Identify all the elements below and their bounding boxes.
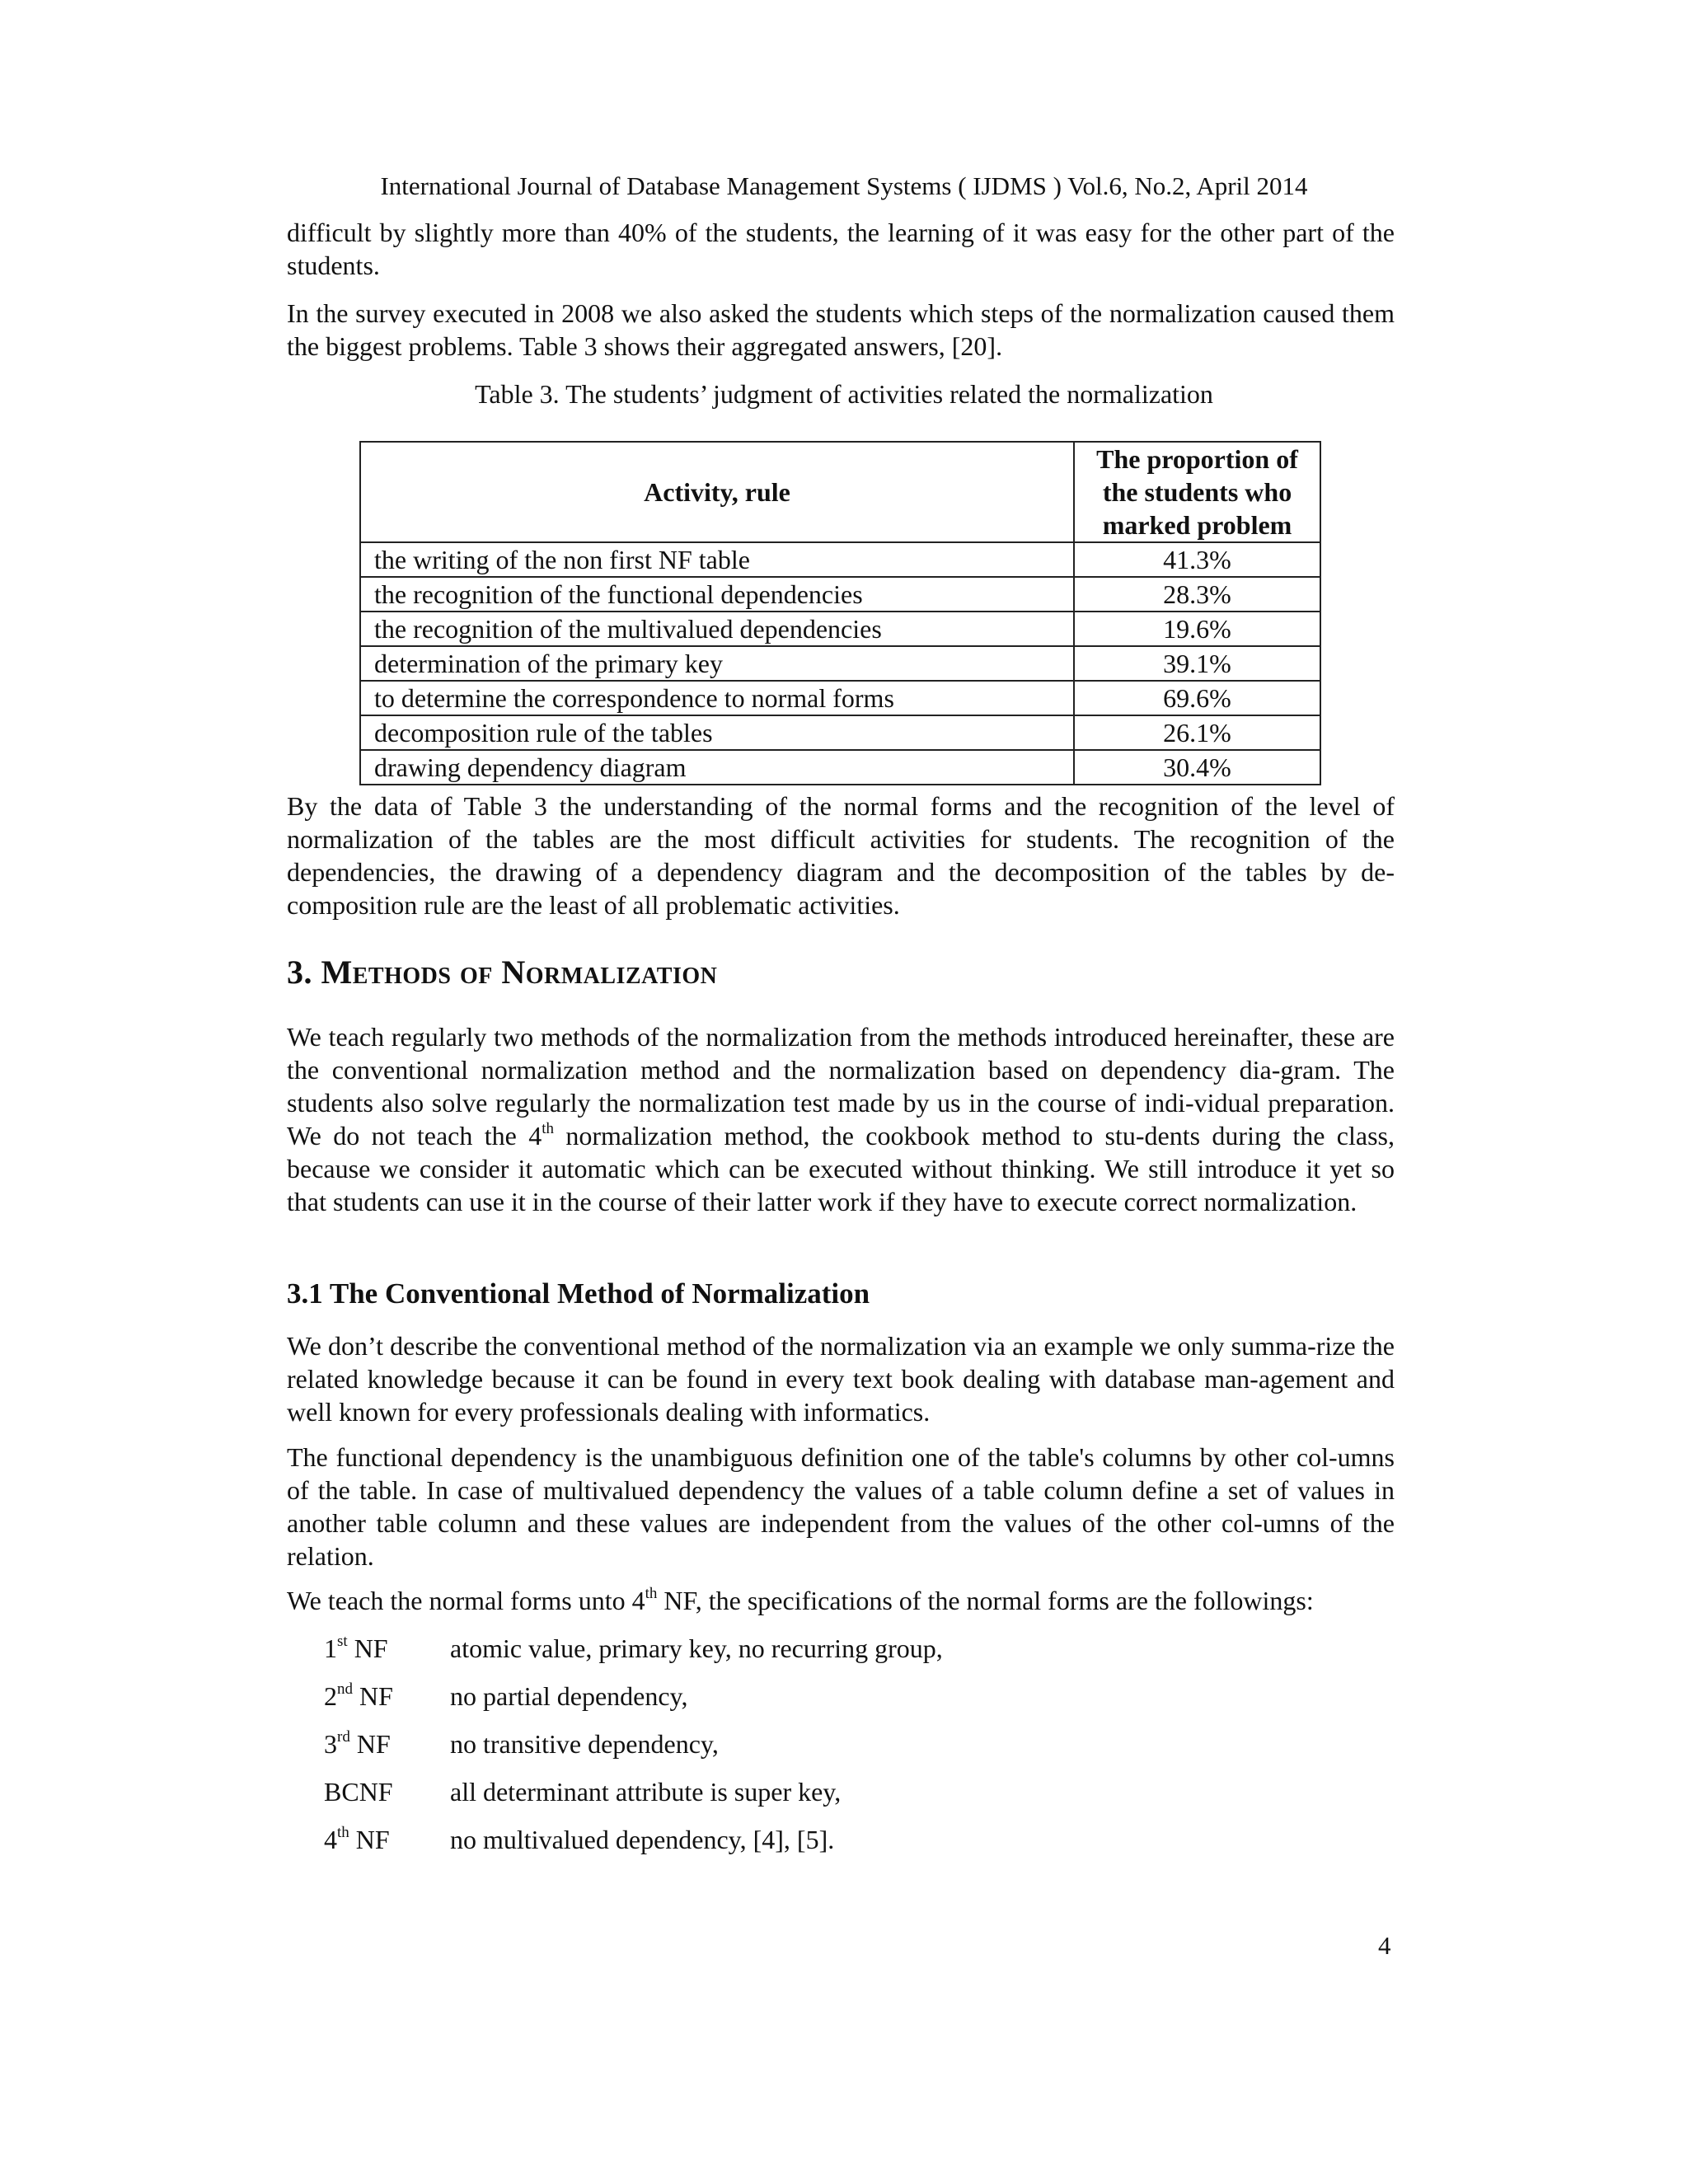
normal-form-item [324, 1823, 834, 1856]
cell-activity: determination of the primary key [360, 646, 1074, 681]
cell-value: 28.3% [1074, 577, 1320, 612]
normal-form-description: all determinant attribute is super key, [450, 1777, 842, 1807]
text-run: normalization method, the cookbook method to stu-dents during the class, because we consider it automatic which can be executed without thinking. We still introduce it yet so that students can use it in the course of their latter work if they have to execute correct normalization. [287, 1121, 1395, 1216]
paragraph-text: The functional dependency is the unambiguous definition one of the table's columns by other col-umns of the table. In case of multivalued dependency the values of a table column define a set of values in another table column and these values are independent from the values of the other col-umns of the relation. [287, 1442, 1395, 1571]
text-run: NF, the specifications of the normal forms are the followings: [657, 1586, 1314, 1615]
cell-activity: to determine the correspondence to normal forms [360, 681, 1074, 715]
superscript: th [337, 1824, 349, 1841]
superscript: th [542, 1120, 554, 1137]
cell-value: 19.6% [1074, 612, 1320, 646]
normal-form-description: no multivalued dependency, [4], [5]. [450, 1825, 835, 1854]
normal-form-label [324, 1632, 450, 1665]
nf-number: BCNF [324, 1777, 393, 1807]
cell-activity: drawing dependency diagram [360, 750, 1074, 785]
table-row [360, 681, 1320, 715]
paragraph-text: We don’t describe the conventional method of the normalization via an example we only summa-rize the related knowledge because it can be found in every text book dealing with database man-agement and well known for every professionals dealing with informatics. [287, 1331, 1395, 1427]
table-caption: Table 3. The students’ judgment of activities related the normalization [475, 379, 1213, 409]
normal-form-label [324, 1775, 450, 1808]
cell-value: 26.1% [1074, 715, 1320, 750]
normal-form-item [324, 1727, 719, 1760]
intro-paragraph-1 [287, 216, 1395, 282]
normal-form-label [324, 1680, 450, 1713]
normal-form-description: no partial dependency, [450, 1681, 688, 1711]
section-3-1-heading: 3.1 The Conventional Method of Normalization [287, 1277, 870, 1310]
table-header-row [360, 442, 1320, 542]
cell-value: 39.1% [1074, 646, 1320, 681]
cell-activity: decomposition rule of the tables [360, 715, 1074, 750]
section-3-heading: 3. Methods of Normalization [287, 954, 718, 991]
nf-number: 4 [324, 1825, 337, 1854]
normal-form-description: no transitive dependency, [450, 1729, 719, 1759]
cell-value: 30.4% [1074, 750, 1320, 785]
superscript: st [337, 1633, 348, 1650]
normal-form-label [324, 1727, 450, 1760]
table-discussion-paragraph [287, 790, 1395, 921]
normal-form-item [324, 1632, 943, 1665]
cell-activity: the recognition of the functional dependencies [360, 577, 1074, 612]
header-proportion: The proportion of the students who marked problem [1074, 442, 1320, 542]
superscript: rd [337, 1728, 350, 1746]
nf-suffix: NF [347, 1633, 388, 1663]
nf-suffix: NF [353, 1681, 393, 1711]
paragraph-text [287, 1020, 1395, 1218]
section-3-1-paragraph-1 [287, 1329, 1395, 1428]
superscript: nd [337, 1680, 353, 1698]
table-3 [359, 441, 1321, 785]
normal-form-description: atomic value, primary key, no recurring group, [450, 1633, 943, 1663]
table-row [360, 542, 1320, 577]
section-3-1-paragraph-2 [287, 1441, 1395, 1572]
page-number: 4 [1378, 1931, 1391, 1960]
nf-number: 1 [324, 1633, 337, 1663]
header-activity: Activity, rule [360, 442, 1074, 542]
nf-suffix: NF [349, 1825, 390, 1854]
cell-activity: the writing of the non first NF table [360, 542, 1074, 577]
nf-number: 3 [324, 1729, 337, 1759]
cell-value: 69.6% [1074, 681, 1320, 715]
table-row [360, 750, 1320, 785]
text-run: We teach regularly two methods of the normalization from the methods introduced hereinafter, these are the conventional normalization method and the normalization based on dependency dia-gram. The students also solve regularly the normalization test made by us in the course of indi-vidual preparation. We do not teach the 4 [287, 1022, 1395, 1151]
section-3-paragraph [287, 1020, 1395, 1218]
table-row [360, 715, 1320, 750]
normal-form-label [324, 1823, 450, 1856]
paragraph-text: difficult by slightly more than 40% of the students, the learning of it was easy for the other part of the students. [287, 218, 1395, 280]
cell-value: 41.3% [1074, 542, 1320, 577]
table-row [360, 646, 1320, 681]
normal-form-item [324, 1680, 687, 1713]
section-3-1-paragraph-3 [287, 1584, 1395, 1617]
superscript: th [645, 1585, 658, 1602]
normal-form-item [324, 1775, 841, 1808]
paragraph-text: In the survey executed in 2008 we also asked the students which steps of the normalization caused them the biggest problems. Table 3 shows their aggregated answers, [20]. [287, 298, 1395, 361]
paragraph-text [287, 1584, 1395, 1617]
table-row [360, 612, 1320, 646]
nf-number: 2 [324, 1681, 337, 1711]
running-header: International Journal of Database Management Systems ( IJDMS ) Vol.6, No.2, April 2014 [380, 171, 1308, 200]
intro-paragraph-2 [287, 297, 1395, 363]
table-row [360, 577, 1320, 612]
paragraph-text: By the data of Table 3 the understanding of the normal forms and the recognition of the level of normalization of the tables are the most difficult activities for students. The recognition of the dependencies, the drawing of a dependency diagram and the decomposition of the tables by de-composition rule are the least of all problematic activities. [287, 791, 1395, 920]
nf-suffix: NF [349, 1729, 391, 1759]
cell-activity: the recognition of the multivalued dependencies [360, 612, 1074, 646]
text-run: We teach the normal forms unto 4 [287, 1586, 645, 1615]
